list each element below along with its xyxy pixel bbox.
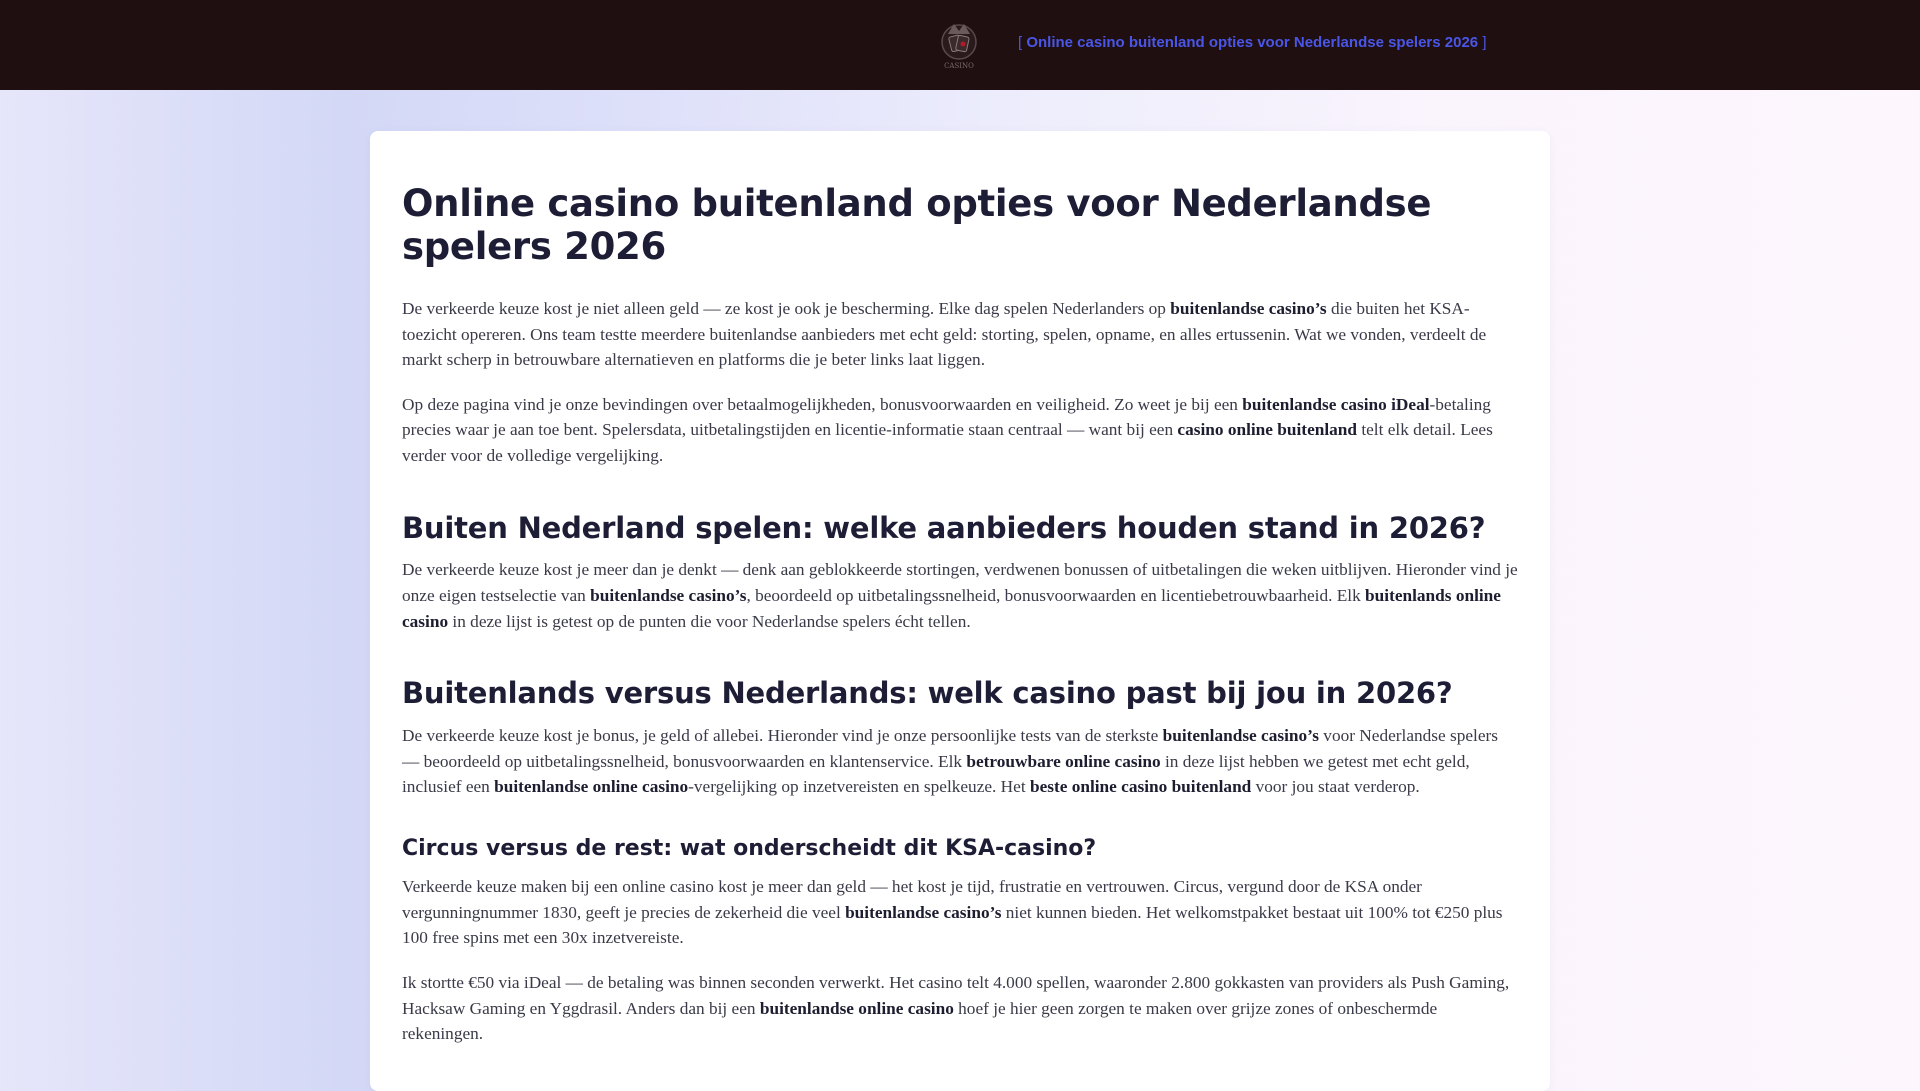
circus-paragraph-2: Ik stortte €50 via iDeal — de betaling was binnen seconden verwerkt. Het casino telt 4.000 spellen, waaronder 2.800 gokkasten van providers als Push Gaming, Hacksaw Gaming en Yggdrasil. Anders dan bij een buitenlandse online casino hoef je hier geen zorgen te maken over grijze zones of onbeschermde rekeningen. <box>402 972 1510 1044</box>
bold-keyword: betrouwbare online casino <box>966 751 1161 771</box>
bold-keyword: buitenlandse casino’s <box>1170 299 1327 319</box>
intro-paragraph-2: Op deze pagina vind je onze bevindingen over betaalmogelijkheden, bonusvoorwaarden en veiligheid. Zo weet je bij een buitenlandse casino iDeal-betaling precies waar je aan toe bent. Spelersdata, uitbetalingstijden en licentie-informatie staan centraal — want bij een casino online buitenland telt elk detail. Lees verder voor de volledige vergelijking. <box>402 394 1493 466</box>
section-2-paragraph: De verkeerde keuze kost je bonus, je geld of allebei. Hieronder vind je onze persoonlijke tests van de sterkste buitenlandse casino’s voor Nederlandse spelers — beoordeeld op uitbetalingssnelheid, bonusvoorwaarden en klantenservice. Elk betrouwbare online casino in deze lijst hebben we getest met echt geld, inclusief een buitenlandse online casino-vergelijking op inzetvereisten en spelkeuze. Het beste online casino buitenland voor jou staat verderop. <box>402 726 1498 797</box>
section-1-paragraph: De verkeerde keuze kost je meer dan je denkt — denk aan geblokkeerde stortingen, verdwenen bonussen of uitbetalingen die weken uitblijven. Hieronder vind je onze eigen testselectie van buitenlandse casino’s, beoordeeld op uitbetalingssnelheid, bonusvoorwaarden en licentiebetrouwbaarheid. Elk buitenlands online casino in deze lijst is getest op de punten die voor Nederlandse spelers écht tellen. <box>402 560 1518 631</box>
casino-logo-icon[interactable] <box>934 18 984 72</box>
bold-keyword: buitenlands online casino <box>402 586 1501 631</box>
article-card <box>370 131 1550 1091</box>
circus-paragraph-1: Verkeerde keuze maken bij een online casino kost je meer dan geld — het kost je tijd, frustratie en vertrouwen. Circus, vergund door de KSA onder vergunningnummer 1830, geeft je precies de zekerheid die veel buitenlandse casino’s niet kunnen bieden. Het welkomstpakket bestaat uit 100% tot €250 plus 100 free spins met een 30x inzetvereiste. <box>402 877 1503 948</box>
intro-paragraph-1: De verkeerde keuze kost je niet alleen geld — ze kost je ook je bescherming. Elke dag spelen Nederlanders op buitenlandse casino’s die buiten het KSA-toezicht opereren. Ons team testte meerdere buitenlandse aanbieders met echt geld: storting, spelen, opname, en alles ertussenin. Wat we vonden, verdeelt de markt scherp in betrouwbare alternatieven en platforms die je beter links laat liggen. <box>402 299 1487 370</box>
bold-keyword: buitenlandse online casino <box>759 998 954 1018</box>
bold-keyword: buitenlandse casino’s <box>1162 726 1319 746</box>
bold-keyword: beste online casino buitenland <box>1029 777 1252 797</box>
bold-keyword: casino online buitenland <box>1177 420 1358 440</box>
site-header <box>0 0 1920 90</box>
page-title: Online casino buitenland opties voor Nederlandse spelers 2026 <box>402 182 1432 268</box>
bracket-open: [ <box>1018 34 1023 51</box>
logo-text: CASINO <box>944 62 974 70</box>
section-heading-2: Buitenlands versus Nederlands: welk casino past bij jou in 2026? <box>402 676 1453 711</box>
nav-link-label: Online casino buitenland opties voor Nederlandse spelers 2026 <box>1026 34 1479 51</box>
bracket-close: ] <box>1482 34 1487 51</box>
section-heading-1: Buiten Nederland spelen: welke aanbieders houden stand in 2026? <box>402 510 1486 545</box>
subsection-heading-circus: Circus versus de rest: wat onderscheidt dit KSA-casino? <box>402 835 1097 861</box>
bold-keyword: buitenlandse casino’s <box>590 586 747 606</box>
bold-keyword: buitenlandse casino’s <box>845 902 1002 922</box>
nav-link-home[interactable] <box>1018 34 1487 51</box>
bold-keyword: buitenlandse online casino <box>494 777 689 797</box>
bold-keyword: buitenlandse casino iDeal <box>1242 394 1430 414</box>
